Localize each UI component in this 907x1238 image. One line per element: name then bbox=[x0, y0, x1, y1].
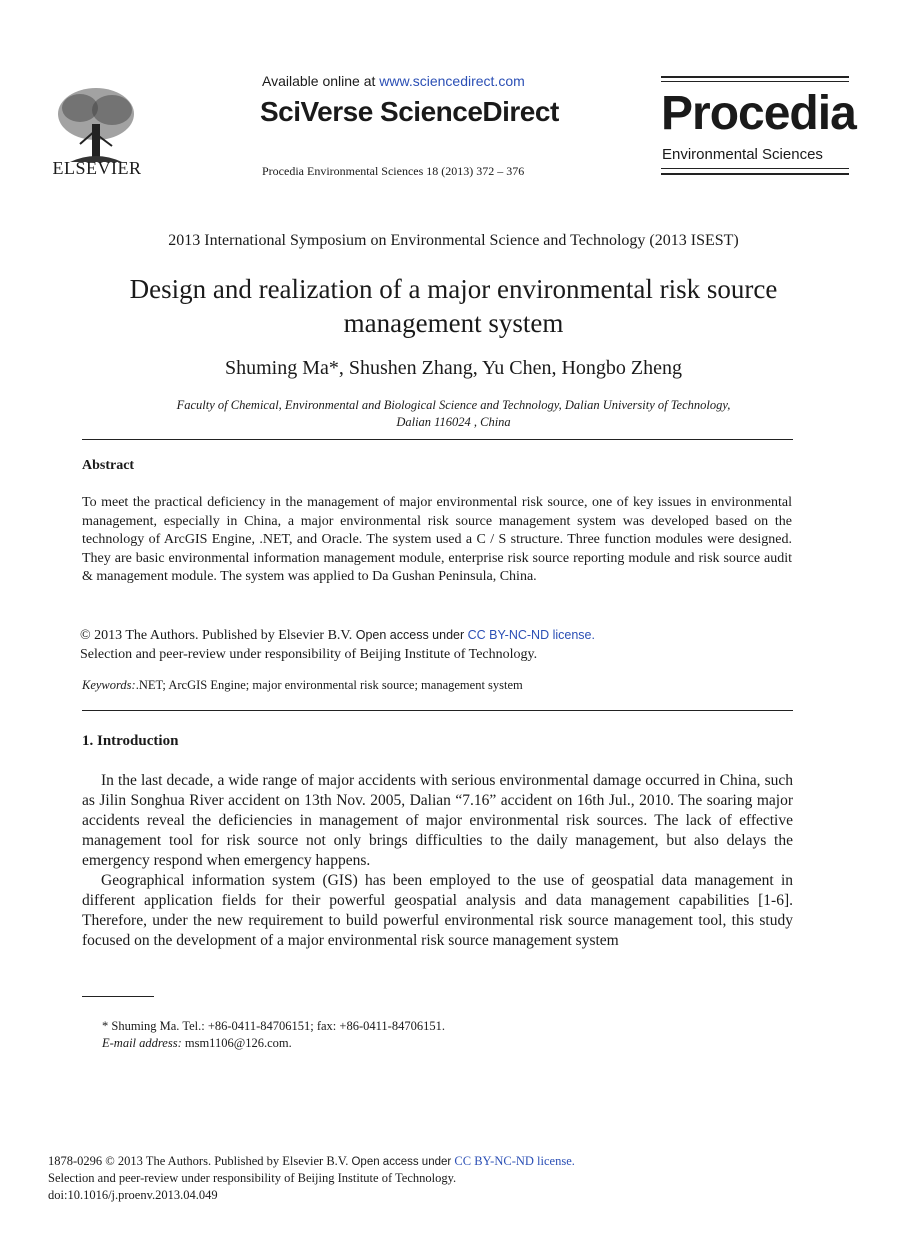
platform-name: SciVerse ScienceDirect bbox=[260, 96, 559, 127]
keywords-label: Keywords: bbox=[82, 678, 136, 692]
email-label: E-mail address: bbox=[102, 1036, 182, 1050]
open-access-text: Open access under bbox=[355, 628, 468, 642]
brand-rule bbox=[661, 76, 849, 78]
introduction-body bbox=[82, 771, 793, 951]
copyright-notice bbox=[80, 626, 595, 664]
abstract-text: To meet the practical deficiency in the management of major environmental risk source, one of key issues in environmental management, especially in China, a major environmental risk source management system was developed based on the technology of ArcGIS Engine, .NET, and Oracle. The system used a C / S structure. Three function modules were designed. They are basic environmental information management module, enterprise risk source reporting module and risk source audit & management module. The system was applied to Da Gushan Peninsula, China. bbox=[82, 495, 792, 584]
corresponding-author-footnote: * Shuming Ma. Tel.: +86-0411-84706151; fax: +86-0411-84706151. bbox=[102, 1019, 445, 1033]
copyright-text: © 2013 The Authors. Published by Elsevier B.V. bbox=[80, 628, 356, 643]
affiliation bbox=[100, 397, 807, 431]
keywords-text: .NET; ArcGIS Engine; major environmental risk source; management system bbox=[135, 678, 523, 692]
issn-line bbox=[48, 1154, 575, 1169]
footnote-rule bbox=[82, 996, 154, 997]
paragraph: In the last decade, a wide range of major accidents with serious environmental damage occurred in China, such as Jilin Songhua River accident on 13th Nov. 2005, Dalian “7.16” accident on 16th Jul., 2010. The soaring major accidents reveal the deficiencies in management of major environmental risk sources. The lack of effective management tool for risk source not only brings difficulties to the daily management, but also delays the emergency respond when emergency happens. bbox=[82, 772, 793, 869]
elsevier-logo-text: ELSEVIER bbox=[52, 158, 142, 178]
brand-rule bbox=[661, 168, 849, 169]
email-address[interactable]: msm1106@126.com. bbox=[181, 1036, 292, 1050]
email-footnote bbox=[102, 1036, 292, 1051]
paragraph: Geographical information system (GIS) has been employed to the use of geospatial data management in different application fields for their powerful geospatial analysis and data management capabilities [1-6]. Therefore, under the new requirement to build powerful environmental risk source management tool, this study focused on the development of a major environmental risk source management system bbox=[82, 872, 793, 949]
doi[interactable]: doi:10.1016/j.proenv.2013.04.049 bbox=[48, 1188, 218, 1202]
available-prefix: Available online at bbox=[262, 73, 380, 89]
affiliation-line: Faculty of Chemical, Environmental and Biological Science and Technology, Dalian University of Technology, bbox=[176, 398, 731, 412]
paper-title bbox=[60, 272, 847, 340]
peer-review-notice: Selection and peer-review under responsibility of Beijing Institute of Technology. bbox=[80, 646, 538, 662]
section-heading: 1. Introduction bbox=[82, 733, 179, 749]
author-list: Shuming Ma*, Shushen Zhang, Yu Chen, Hongbo Zheng bbox=[224, 357, 682, 379]
affiliation-line: Dalian 116024 , China bbox=[396, 415, 511, 429]
brand-rule bbox=[661, 173, 849, 175]
title-line: management system bbox=[343, 308, 564, 338]
conference-name: 2013 International Symposium on Environmental Science and Technology (2013 ISEST) bbox=[168, 232, 739, 249]
abstract-heading: Abstract bbox=[82, 458, 135, 473]
available-online bbox=[262, 73, 525, 89]
section-divider bbox=[82, 710, 793, 711]
peer-review-footer: Selection and peer-review under responsibility of Beijing Institute of Technology. bbox=[48, 1171, 457, 1185]
license-link[interactable]: CC BY-NC-ND license. bbox=[467, 628, 595, 642]
journal-brand: Procedia bbox=[661, 87, 856, 140]
issn-text: 1878-0296 © 2013 The Authors. Published by Elsevier B.V. bbox=[48, 1154, 352, 1168]
open-access-text: Open access under bbox=[351, 1156, 455, 1168]
sciencedirect-link[interactable]: www.sciencedirect.com bbox=[379, 73, 525, 89]
section-divider bbox=[82, 439, 793, 440]
title-line: Design and realization of a major environmental risk source bbox=[129, 274, 778, 304]
journal-reference: Procedia Environmental Sciences 18 (2013) 372 – 376 bbox=[262, 164, 525, 178]
brand-rule bbox=[661, 81, 849, 82]
journal-brand-sub: Environmental Sciences bbox=[662, 146, 823, 163]
license-link[interactable]: CC BY-NC-ND license. bbox=[454, 1154, 575, 1168]
keywords bbox=[82, 678, 523, 693]
